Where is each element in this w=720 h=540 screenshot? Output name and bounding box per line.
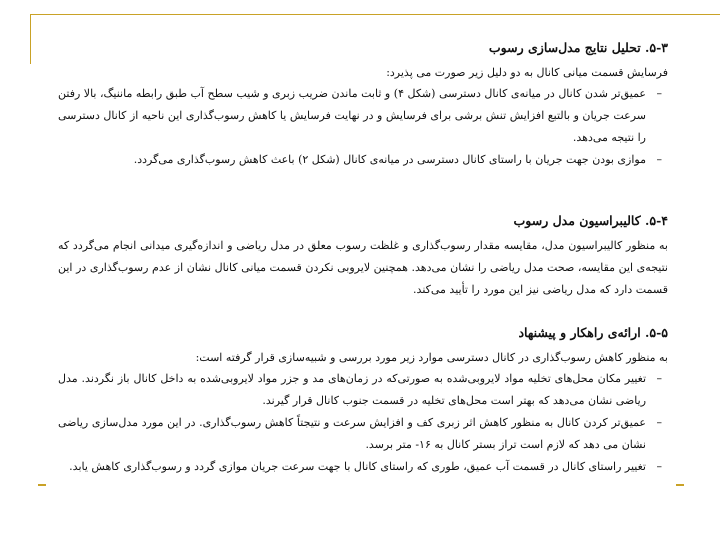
slide-content [58,38,668,492]
section-sediment-results [58,38,668,171]
section-recommendations [58,323,668,478]
slide-frame-top-line [30,14,720,15]
slide-frame-tick-left [38,484,46,486]
slide-frame-left-line [30,14,31,64]
section-intro: فرسایش قسمت میانی کانال به دو دلیل زیر صورت می پذیرد: [386,66,668,79]
bullet-list [58,83,668,171]
section-intro: به منظور کاهش رسوب‌گذاری در کانال دسترسی موارد زیر مورد بررسی و شبیه‌سازی قرار گرفته است: [195,351,668,364]
list-item: – تغییر مکان محل‌های تخلیه مواد لایروبی‌شده به صورتی‌که در زمان‌های مد و جزر مواد لایروبی‌شده به داخل کانال باز نگردند. مدل ریاضی نشان می‌دهد که بهتر است محل‌های تخلیه در قسمت جنوب کانال قرار گیرند. [58,368,668,412]
section-heading: ۵-۴. کالیبراسیون مدل رسوب [513,213,668,228]
section-paragraph: به منظور کالیبراسیون مدل، مقایسه مقدار رسوب‌گذاری و غلظت رسوب معلق در مدل ریاضی و اندازه‌گیری میدانی انجام می‌گردد که نتیجه‌ی این مقایسه، صحت مدل ریاضی را نشان می‌دهد. همچنین لایروبی نکردن قسمت میانی کانال نشان از عدم رسوب‌گذاری در این قسمت دارد که مدل ریاضی نیز این مورد را تأیید می‌کند. [58,239,668,296]
section-calibration [58,211,668,301]
list-item: – عمیق‌تر شدن کانال در میانه‌ی کانال دسترسی (شکل ۴) و ثابت ماندن ضریب زبری و شیب سطح آب طبق رابطه ماننیگ، بالا رفتن سرعت جریان و بالتبع افزایش تنش برشی برای فرسایش و در نهایت فرسایش یا کاهش رسوب‌گذاری این ناحیه از کانال دسترسی را نتیجه می‌دهد. [58,83,668,149]
section-heading: ۵-۵. ارائه‌ی راهکار و پیشنهاد [518,325,668,340]
section-heading: ۵-۳. تحلیل نتایج مدل‌سازی رسوب [488,40,668,55]
list-item: – عمیق‌تر کردن کانال به منظور کاهش اثر زبری کف و افزایش سرعت و نتیجتاً کاهش رسوب‌گذاری. در این مورد مدل‌سازی ریاضی نشان می دهد که لازم است تراز بستر کانال به ۱۶- متر برسد. [58,412,668,456]
list-item: – تغییر راستای کانال در قسمت آب عمیق، طوری که راستای کانال با جهت سرعت جریان موازی گردد و رسوب‌گذاری کاهش یابد. [58,456,668,478]
bullet-list [58,368,668,478]
slide-frame-tick-right [676,484,684,486]
list-item: – موازی بودن جهت جریان با راستای کانال دسترسی در میانه‌ی کانال (شکل ۲) باعث کاهش رسوب‌گذاری می‌گردد. [58,149,668,171]
